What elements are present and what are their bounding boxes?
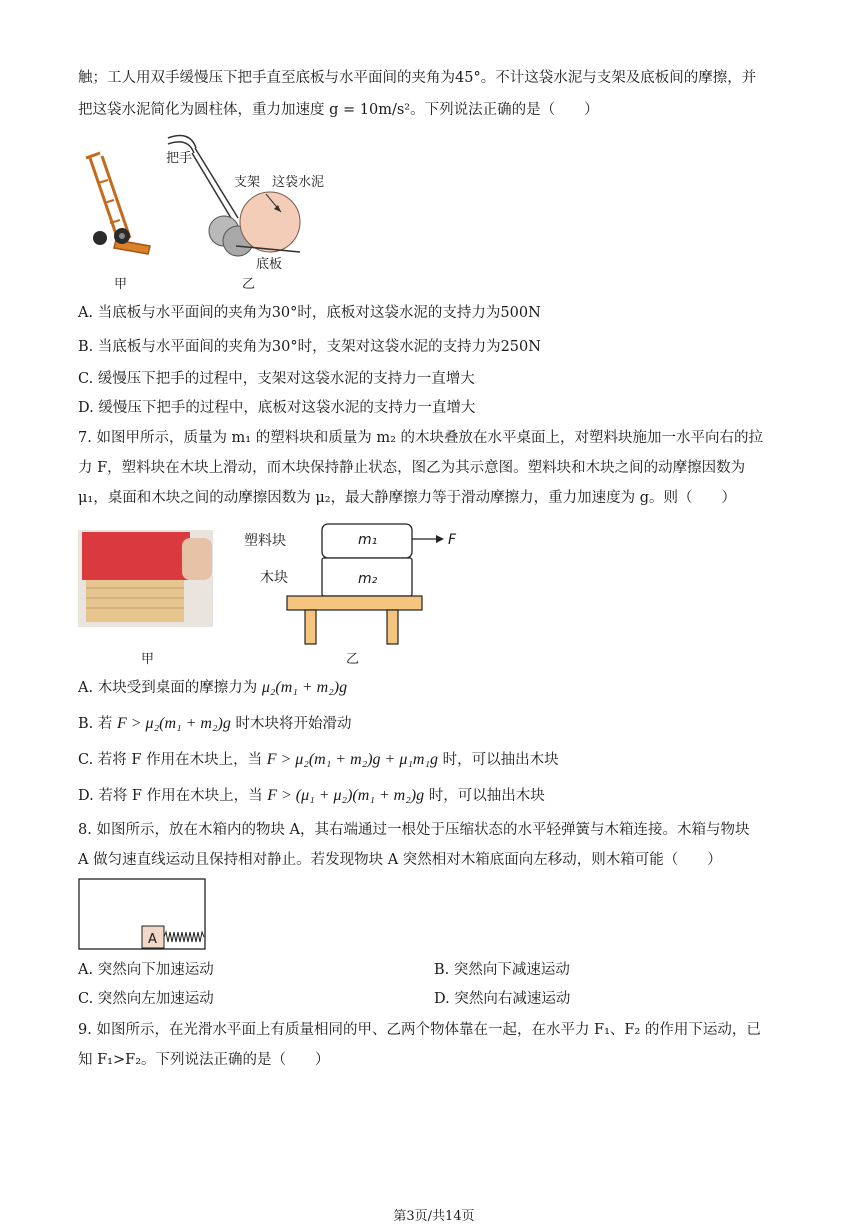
fig7-label-jia: 甲 xyxy=(141,652,155,667)
figure-8 xyxy=(78,878,208,952)
q8-line-2: A 做匀速直线运动且保持相对静止。若发现物块 A 突然相对木箱底面向左移动，则木箱可能（ ） xyxy=(78,852,722,868)
fig6-handle-label: 把手 xyxy=(166,151,193,166)
q7-option-a-text: A. 木块受到桌面的摩擦力为 xyxy=(78,680,258,696)
figure-7 xyxy=(78,518,498,670)
hand-truck-schematic xyxy=(166,136,324,292)
intro-line-2: 把这袋水泥简化为圆柱体，重力加速度 g = 10m/s²。下列说法正确的是（ ） xyxy=(78,102,599,118)
q7-option-a-formula: μ₂(m₁ + m₂)g xyxy=(261,679,348,696)
q6-option-a: A. 当底板与水平面间的夹角为30°时，底板对这袋水泥的支持力为500N xyxy=(78,305,541,321)
page-footer: 第3页/共14页 xyxy=(393,1209,475,1224)
fig7-label-yi: 乙 xyxy=(346,652,360,667)
q7-option-b-formula: F > μ₂(m₁ + m₂)g xyxy=(116,715,231,732)
fig7-force-label: F xyxy=(448,532,457,548)
q7-option-c-tail: 时，可以抽出木块 xyxy=(442,752,559,768)
fig6-base-label: 底板 xyxy=(256,257,283,272)
fig7-plastic-label: 塑料块 xyxy=(244,533,286,549)
block-a-label: A xyxy=(148,932,157,947)
hand-truck-photo xyxy=(86,153,150,292)
q7-line-1: 7. 如图甲所示，质量为 m₁ 的塑料块和质量为 m₂ 的木块叠放在水平桌面上，对塑料块施加一水平向右的拉 xyxy=(78,430,764,446)
q8-line-1: 8. 如图所示，放在木箱内的物块 A，其右端通过一根处于压缩状态的水平轻弹簧与木箱连接。木箱与物块 xyxy=(78,822,750,838)
intro-line-1: 触；工人用双手缓慢压下把手直至底板与水平面间的夹角为45°。不计这袋水泥与支架及底板间的摩擦，并 xyxy=(78,70,757,86)
q7-option-d-formula: F > (μ₁ + μ₂)(m₁ + m₂)g xyxy=(267,787,425,804)
q8-option-b: B. 突然向下减速运动 xyxy=(434,962,570,978)
q9-line-1: 9. 如图所示，在光滑水平面上有质量相同的甲、乙两个物体靠在一起，在水平力 F₁、F₂ 的作用下运动，已 xyxy=(78,1022,761,1038)
q7-option-d-text: D. 若将 F 作用在木块上，当 xyxy=(78,788,263,804)
fig7-m2-label: m₂ xyxy=(358,571,378,587)
fig6-cement-label: 这袋水泥 xyxy=(272,175,325,190)
q7-line-3: μ₁，桌面和木块之间的动摩擦因数为 μ₂，最大静摩擦力等于滑动摩擦力，重力加速度为 g。则（ ） xyxy=(78,490,736,506)
fig6-frame-label: 支架 xyxy=(234,175,261,190)
blocks-schematic xyxy=(244,524,457,667)
q7-option-b-tail: 时木块将开始滑动 xyxy=(235,716,352,732)
q8-option-d: D. 突然向右减速运动 xyxy=(434,991,571,1007)
q7-option-c xyxy=(78,750,559,770)
q8-option-c: C. 突然向左加速运动 xyxy=(78,991,214,1007)
q7-option-d xyxy=(78,786,545,806)
fig6-label-yi: 乙 xyxy=(242,277,256,292)
q9-line-2: 知 F₁>F₂。下列说法正确的是（ ） xyxy=(78,1052,330,1068)
q7-option-a xyxy=(78,678,347,698)
q7-option-c-text: C. 若将 F 作用在木块上，当 xyxy=(78,752,263,768)
q8-option-a: A. 突然向下加速运动 xyxy=(78,962,214,978)
fig7-m1-label: m₁ xyxy=(358,532,378,548)
q7-option-d-tail: 时，可以抽出木块 xyxy=(428,788,545,804)
fig6-label-jia: 甲 xyxy=(114,277,128,292)
q7-line-2: 力 F，塑料块在木块上滑动，而木块保持静止状态，图乙为其示意图。塑料块和木块之间的动摩擦因数为 xyxy=(78,460,746,476)
q7-option-c-formula: F > μ₂(m₁ + m₂)g + μ₁m₁g xyxy=(266,751,439,768)
blocks-photo xyxy=(78,530,213,667)
q6-option-d: D. 缓慢压下把手的过程中，底板对这袋水泥的支持力一直增大 xyxy=(78,400,476,416)
q6-option-c: C. 缓慢压下把手的过程中，支架对这袋水泥的支持力一直增大 xyxy=(78,371,475,387)
q6-option-b: B. 当底板与水平面间的夹角为30°时，支架对这袋水泥的支持力为250N xyxy=(78,339,541,355)
figure-6 xyxy=(78,128,378,298)
q7-option-b xyxy=(78,714,351,734)
q7-option-b-text: B. 若 xyxy=(78,716,113,732)
fig7-wood-label: 木块 xyxy=(260,570,288,586)
